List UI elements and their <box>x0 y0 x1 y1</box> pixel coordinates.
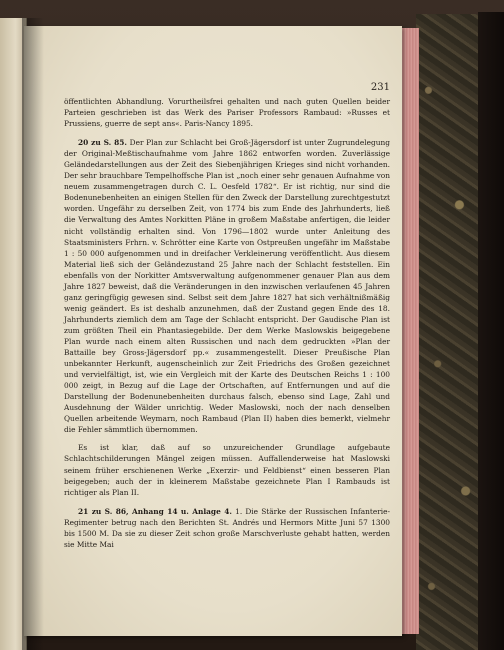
paragraph <box>64 506 390 550</box>
paragraph-text: 1. Die Stärke der Russischen Infanterie-Regimenter betrug nach den Berichten St. Andrés und Hermors Mitte Juni 57 1300 bis 1500 M. Da sie zu dieser Zeit schon große Marschverluste gehabt hatten, werden sie Mitte Mai <box>64 506 390 549</box>
page-number: 231 <box>370 82 390 93</box>
note-reference: 21 zu S. 86, Anhang 14 u. Anlage 4. <box>78 506 232 516</box>
book-cover-pattern <box>416 14 478 650</box>
paragraph <box>64 442 390 497</box>
page-edges-red <box>400 28 419 634</box>
note-reference: 20 zu S. 85. <box>78 138 127 148</box>
spine-shadow <box>22 18 44 650</box>
paragraph-text: Es ist klar, daß auf so unzureichender Grundlage aufgebaute Schlachtschilderungen Mängel zeigen müssen. Auffallenderweise hat Maslowski seinem früher erschienenen Werke „Exerzir- und Feldbienst“ einen besseren Plan beigegeben; auch der in kleinerem Maßstabe gezeichnete Plan I Rambauds ist richtiger als Plan II. <box>64 443 390 497</box>
paragraph-text: Der Plan zur Schlacht bei Groß-Jägersdorf ist unter Zugrundelegung der Original-Meßtischaufnahme vom Jahre 1862 entworfen worden. Zuverlässige Geländedarstellungen aus der Zeit des Siebenjährigen Krieges sind nicht vorhanden. Der sehr brauchbare Tempelhoffsche Plan ist „noch einer sehr genauen Aufnahme von neuem zusammengetragen durch C. L. Oesfeld 1782“. Er ist richtig, nur sind die Bodenunebenheiten an einigen Stellen für den Zweck der Darstellung zurechtgestutzt worden. Ungefähr zu derselben Zeit, von 1774 bis zum Ende des Jahrhunderts, ließ die Verwaltung des Amtes Norkitten Pläne in großem Maßstabe anfertigen, die leider nicht vollständig erhalten sind. Von 1796—1802 wurde unter Anleitung des Staatsministers Frhrn. v. Schrötter eine Karte von Ostpreußen ungefähr im Maßstabe 1 : 50 000 aufgenommen und in dreifacher Verkleinerung veröffentlicht. Aus diesem Material ließ sich der Geländezustand 25 Jahre nach der Schlacht feststellen. Ein ebenfalls von der Norkitter Amtsverwaltung aufgenommener genauer Plan aus dem Jahre 1827 beweist, daß die Veränderungen in den inzwischen verlaufenen 45 Jahren ganz geringfügig gewesen sind. Selbst seit dem Jahre 1827 hat sich verhältnißmäßig wenig geändert. Es ist deshalb anzunehmen, daß der Zustand gegen Ende des 18. Jahrhunderts ziemlich dem am Tage der Schlacht entspricht. Der Gaudische Plan ist zum größten Theil ein Phantasiegebilde. Der dem Werke Maslowskis beigegebene Plan wurde nach einem alten Russischen und nach dem gedruckten »Plan der Battaille bey Gross-Jägersdorf pp.« zusammengestellt. Dieser Preußische Plan unbekannter Herkunft, augenscheinlich zur Zeit Friedrichs des Großen gezeichnet und vervielfältigt, ist, wie ein Vergleich mit der Karte des Deutschen Reichs 1 : 100 000 zeigt, in Bezug auf die Lage der Ortschaften, auf Entfernungen und auf die Darstellung der Bodenunebenheiten durchaus falsch, ebenso sind Lage, Zahl und Ausdehnung der Wälder unrichtig. Weder Maslowski, noch der nach denselben Quellen arbeitende Weymarn, noch Rambaud (Plan II) haben dies bemerkt, vielmehr die Fehler sämmtlich übernommen. <box>64 138 390 435</box>
paragraph <box>64 137 390 435</box>
cover-edge <box>478 12 504 650</box>
paragraph <box>64 96 390 129</box>
paragraph-text: öffentlichten Abhandlung. Vorurtheilsfrei gehalten und nach guten Quellen beider Parteien geschrieben ist das Werk des Pariser Professors Rambaud: »Russes et Prussiens, guerre de sept ans«. Paris-Nancy 1895. <box>64 97 390 129</box>
page-text <box>64 96 390 550</box>
